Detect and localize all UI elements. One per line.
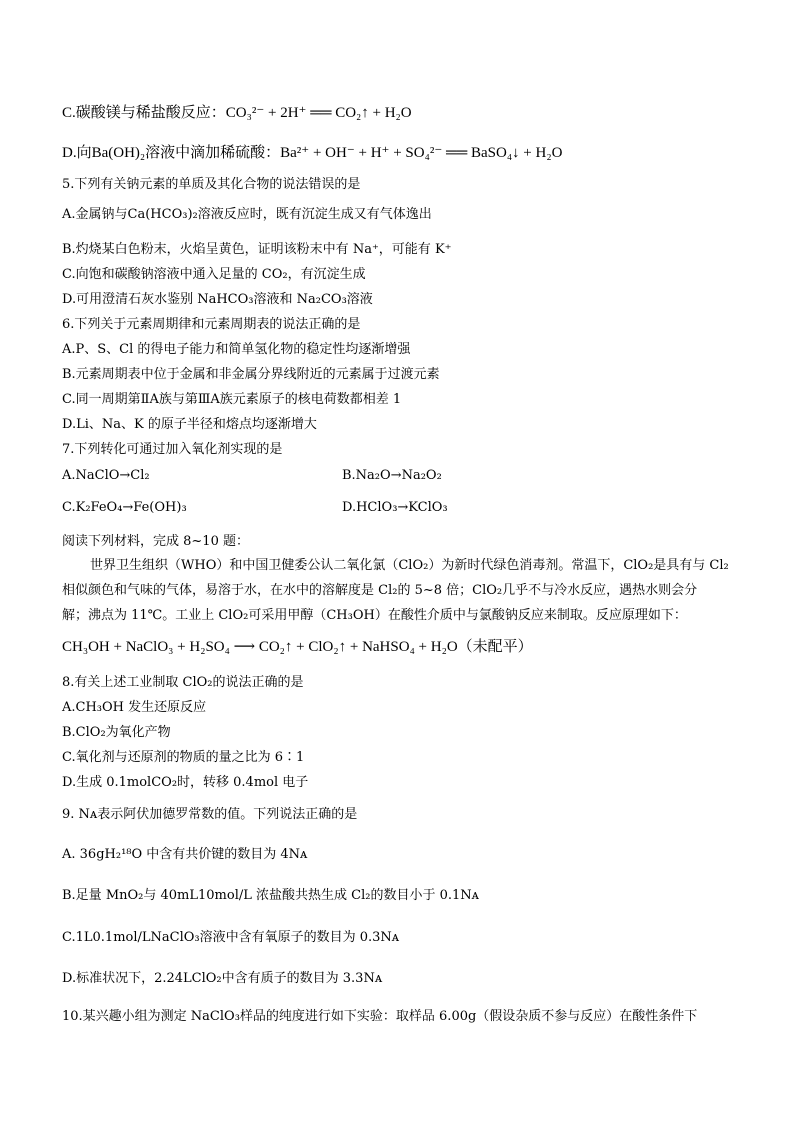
option-6c: C.同一周期第ⅡA族与第ⅢA族元素原子的核电荷数都相差 1	[62, 392, 402, 407]
option-4d: D.向Ba(OH)₂溶液中滴加稀硫酸：Ba²⁺ + OH⁻ + H⁺ + SO₄²⁻ ══ BaSO₄↓ + H₂O	[62, 145, 563, 161]
reading-instruction: 阅读下列材料，完成 8~10 题：	[62, 534, 249, 549]
question-9: 9. Nᴀ表示阿伏加德罗常数的值。下列说法正确的是	[62, 807, 358, 822]
option-7a: A.NaClO→Cl₂	[62, 468, 150, 483]
material-line-2: 相似颜色和气味的气体，易溶于水，在水中的溶解度是 Cl₂的 5~8 倍；ClO₂几乎不与冷水反应，遇热水则会分	[62, 583, 698, 598]
reaction-equation: CH₃OH + NaClO₃ + H₂SO₄ ⟶ CO₂↑ + ClO₂↑ + NaHSO₄ + H₂O（未配平）	[62, 639, 533, 655]
option-7c: C.K₂FeO₄→Fe(OH)₃	[62, 500, 187, 515]
option-5d: D.可用澄清石灰水鉴别 NaHCO₃溶液和 Na₂CO₃溶液	[62, 292, 373, 307]
material-line-1: 世界卫生组织（WHO）和中国卫健委公认二氧化氯（ClO₂）为新时代绿色消毒剂。常温下，ClO₂是具有与 Cl₂	[90, 558, 729, 573]
question-8: 8.有关上述工业制取 ClO₂的说法正确的是	[62, 675, 304, 690]
option-5b: B.灼烧某白色粉末，火焰呈黄色，证明该粉末中有 Na⁺，可能有 K⁺	[62, 242, 452, 257]
option-8b: B.ClO₂为氧化产物	[62, 725, 171, 740]
question-10: 10.某兴趣小组为测定 NaClO₃样品的纯度进行如下实验：取样品 6.00g（假设杂质不参与反应）在酸性条件下	[62, 1009, 698, 1024]
option-8d: D.生成 0.1molCO₂时，转移 0.4mol 电子	[62, 775, 309, 790]
option-5c: C.向饱和碳酸钠溶液中通入足量的 CO₂，有沉淀生成	[62, 267, 366, 282]
option-9c: C.1L0.1mol/LNaClO₃溶液中含有氧原子的数目为 0.3Nᴀ	[62, 930, 400, 945]
option-6d: D.Li、Na、K 的原子半径和熔点均逐渐增大	[62, 417, 317, 432]
option-7d: D.HClO₃→KClO₃	[342, 500, 448, 515]
question-5: 5.下列有关钠元素的单质及其化合物的说法错误的是	[62, 177, 361, 192]
option-9d: D.标准状况下，2.24LClO₂中含有质子的数目为 3.3Nᴀ	[62, 971, 383, 986]
option-8a: A.CH₃OH 发生还原反应	[62, 700, 207, 715]
option-4c: C.碳酸镁与稀盐酸反应：CO₃²⁻ + 2H⁺ ══ CO₂↑ + H₂O	[62, 105, 412, 121]
material-line-3: 解；沸点为 11℃。工业上 ClO₂可采用甲醇（CH₃OH）在酸性介质中与氯酸钠反应来制取。反应原理如下：	[62, 608, 687, 623]
question-6: 6.下列关于元素周期律和元素周期表的说法正确的是	[62, 317, 361, 332]
option-9b: B.足量 MnO₂与 40mL10mol/L 浓盐酸共热生成 Cl₂的数目小于 0.1Nᴀ	[62, 888, 479, 903]
option-6b: B.元素周期表中位于金属和非金属分界线附近的元素属于过渡元素	[62, 367, 440, 382]
option-8c: C.氧化剂与还原剂的物质的量之比为 6∶1	[62, 750, 305, 765]
option-9a: A. 36gH₂¹⁸O 中含有共价键的数目为 4Nᴀ	[62, 847, 308, 862]
option-7b: B.Na₂O→Na₂O₂	[342, 468, 442, 483]
option-5a: A.金属钠与Ca(HCO₃)₂溶液反应时，既有沉淀生成又有气体逸出	[62, 207, 432, 222]
option-6a: A.P、S、Cl 的得电子能力和简单氢化物的稳定性均逐渐增强	[62, 342, 411, 357]
question-7: 7.下列转化可通过加入氧化剂实现的是	[62, 442, 283, 457]
